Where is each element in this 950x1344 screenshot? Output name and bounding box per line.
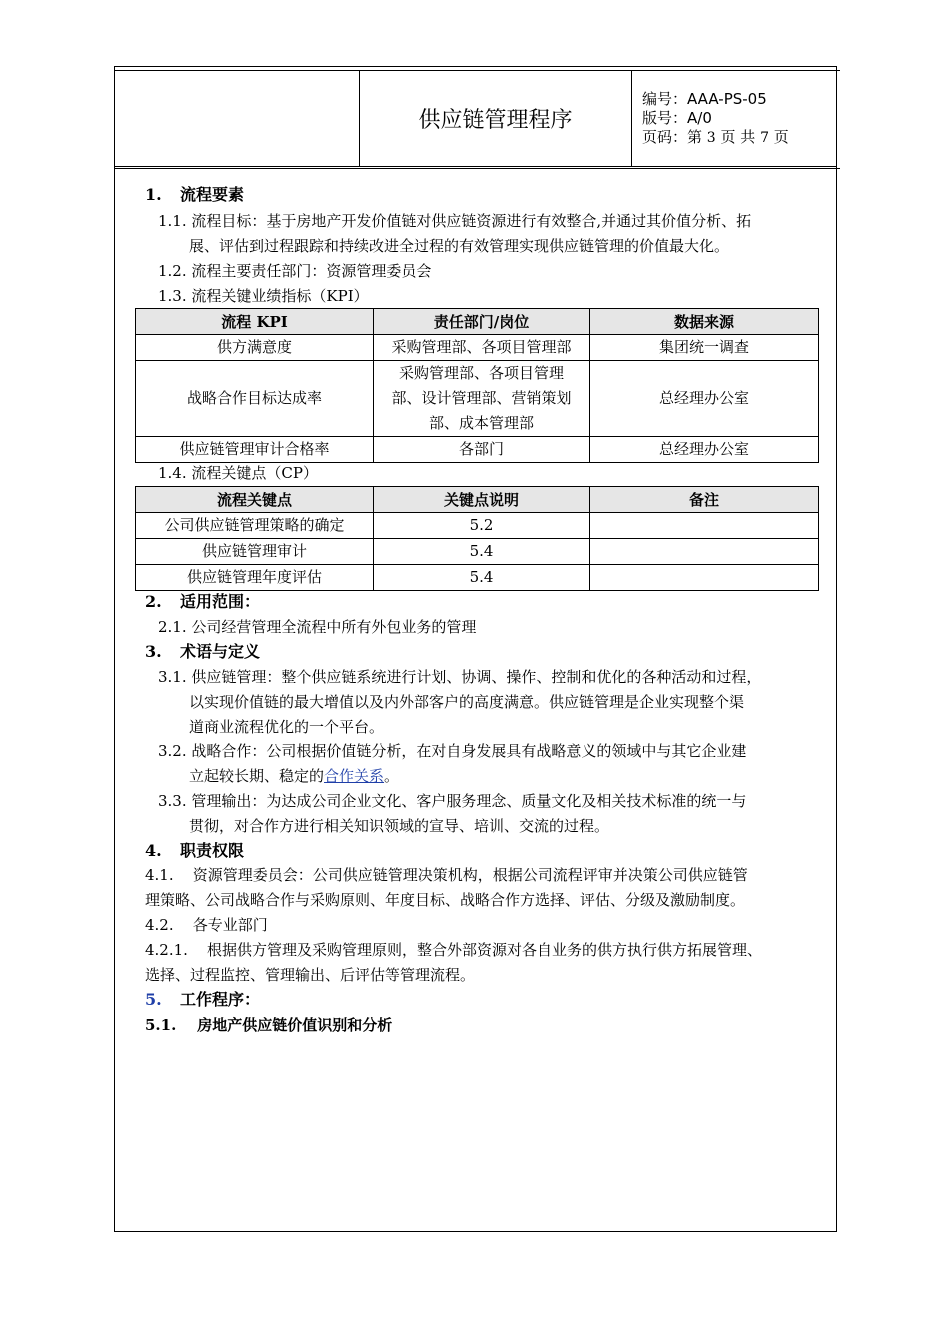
paragraph-1-3: 1.3. 流程关键业绩指标（KPI） bbox=[158, 287, 369, 305]
paragraph-3-3-line2: 贯彻，对合作方进行相关知识领域的宣导、培训、交流的过程。 bbox=[189, 817, 610, 835]
document-code: 编号：AAA-PS-05 bbox=[642, 90, 767, 108]
table-header-cell: 关键点说明 bbox=[374, 487, 590, 513]
table-cell-line: 采购管理部、各项目管理 bbox=[398, 364, 564, 382]
paragraph-1-4: 1.4. 流程关键点（CP） bbox=[158, 464, 318, 482]
section-heading-4: 4. 职责权限 bbox=[145, 841, 245, 860]
table-cell: 供应链管理审计 bbox=[136, 539, 374, 565]
document-page-number: 页码：第 3 页 共 7 页 bbox=[642, 128, 789, 146]
paragraph-3-3-line1: 3.3. 管理输出：为达成公司企业文化、客户服务理念、质量文化及相关技术标准的统一与 bbox=[158, 792, 747, 810]
table-cell: 总经理办公室 bbox=[590, 361, 819, 437]
partnership-link[interactable]: 合作关系 bbox=[324, 767, 385, 785]
table-row bbox=[136, 361, 819, 437]
table-row bbox=[136, 539, 819, 565]
section-heading-5: 5. 工作程序： bbox=[145, 990, 261, 1009]
table-cell: 5.2 bbox=[374, 513, 590, 539]
kpi-table bbox=[135, 308, 819, 463]
table-cell: 公司供应链管理策略的确定 bbox=[136, 513, 374, 539]
table-cell: 5.4 bbox=[374, 539, 590, 565]
table-cell: 战略合作目标达成率 bbox=[136, 361, 374, 437]
paragraph-2-1: 2.1. 公司经营管理全流程中所有外包业务的管理 bbox=[158, 618, 477, 636]
paragraph-1-1-line2: 展、评估到过程跟踪和持续改进全过程的有效管理实现供应链管理的价值最大化。 bbox=[189, 237, 730, 255]
table-cell: 总经理办公室 bbox=[590, 437, 819, 463]
paragraph-5-1: 5.1. 房地产供应链价值识别和分析 bbox=[145, 1016, 393, 1034]
table-cell bbox=[590, 565, 819, 591]
cp-table bbox=[135, 486, 819, 591]
table-cell-line: 部、成本管理部 bbox=[428, 414, 534, 432]
table-header-cell: 备注 bbox=[590, 487, 819, 513]
document-version: 版号：A/0 bbox=[642, 109, 712, 127]
table-row bbox=[136, 437, 819, 463]
table-header-cell: 数据来源 bbox=[590, 309, 819, 335]
paragraph-4-2-1-line1: 4.2.1. 根据供方管理及采购管理原则，整合外部资源对各自业务的供方执行供方拓展管理、 bbox=[145, 941, 763, 959]
paragraph-3-2-line1: 3.2. 战略合作：公司根据价值链分析，在对自身发展具有战略意义的领域中与其它企业建 bbox=[158, 742, 747, 760]
section-heading-3: 3. 术语与定义 bbox=[145, 642, 261, 661]
table-header-cell: 流程关键点 bbox=[136, 487, 374, 513]
table-cell: 各部门 bbox=[374, 437, 590, 463]
table-cell-line: 部、设计管理部、营销策划 bbox=[391, 389, 572, 407]
paragraph-3-1-line3: 道商业流程优化的一个平台。 bbox=[189, 718, 385, 736]
paragraph-3-1-line2: 以实现价值链的最大增值以及内外部客户的高度满意。供应链管理是企业实现整个渠 bbox=[189, 693, 745, 711]
table-cell: 集团统一调查 bbox=[590, 335, 819, 361]
paragraph-4-2: 4.2. 各专业部门 bbox=[145, 916, 268, 934]
table-header-cell: 责任部门/岗位 bbox=[374, 309, 590, 335]
table-row bbox=[136, 513, 819, 539]
section-heading-1: 1. 流程要素 bbox=[145, 185, 245, 204]
document-meta bbox=[642, 90, 789, 148]
paragraph-4-1-line1: 4.1. 资源管理委员会：公司供应链管理决策机构，根据公司流程评审并决策公司供应链管 bbox=[145, 866, 748, 884]
table-header-row bbox=[136, 309, 819, 335]
table-header-row bbox=[136, 487, 819, 513]
table-row bbox=[136, 335, 819, 361]
paragraph-1-2: 1.2. 流程主要责任部门：资源管理委员会 bbox=[158, 262, 432, 280]
table-cell: 5.4 bbox=[374, 565, 590, 591]
paragraph-4-2-1-line2: 选择、过程监控、管理输出、后评估等管理流程。 bbox=[145, 966, 476, 984]
frame-double-line-header bbox=[114, 168, 840, 169]
table-cell bbox=[590, 539, 819, 565]
table-cell: 供应链管理审计合格率 bbox=[136, 437, 374, 463]
paragraph-3-1-line1: 3.1. 供应链管理：整个供应链系统进行计划、协调、操作、控制和优化的各种活动和过程， bbox=[158, 668, 762, 686]
table-header-cell: 流程 KPI bbox=[136, 309, 374, 335]
paragraph-4-1-line2: 理策略、公司战略合作与采购原则、年度目标、战略合作方选择、评估、分级及激励制度。 bbox=[145, 891, 746, 909]
table-cell-multiline bbox=[374, 361, 590, 437]
table-cell bbox=[590, 513, 819, 539]
header-divider bbox=[631, 70, 632, 166]
table-cell: 采购管理部、各项目管理部 bbox=[374, 335, 590, 361]
section-heading-2: 2. 适用范围： bbox=[145, 592, 261, 611]
document-title: 供应链管理程序 bbox=[418, 107, 573, 133]
paragraph-1-1-line1: 1.1. 流程目标：基于房地产开发价值链对供应链资源进行有效整合,并通过其价值分析、拓 bbox=[158, 212, 752, 230]
table-row bbox=[136, 565, 819, 591]
table-cell: 供方满意度 bbox=[136, 335, 374, 361]
paragraph-3-2-line2: 立起较长期、稳定的合作关系。 bbox=[189, 767, 400, 785]
table-cell: 供应链管理年度评估 bbox=[136, 565, 374, 591]
